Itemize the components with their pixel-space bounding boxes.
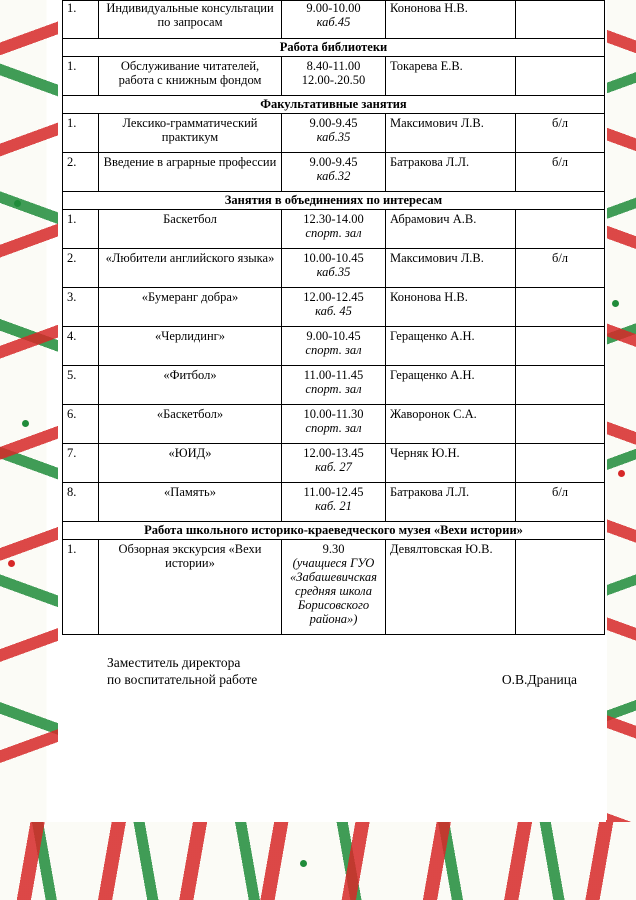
note <box>516 366 605 405</box>
time-range: 10.00-10.45 <box>303 251 364 265</box>
table-row <box>63 1 605 39</box>
signatory-name: О.В.Драница <box>501 672 577 687</box>
time-cell <box>282 153 386 192</box>
time-cell <box>282 1 386 39</box>
row-number: 2. <box>63 249 99 288</box>
place: каб. 27 <box>315 460 352 474</box>
responsible-person: Абрамович А.В. <box>386 210 516 249</box>
section-title: Занятия в объединениях по интересам <box>63 192 605 210</box>
time-cell <box>282 57 386 96</box>
ornament-dot <box>612 300 619 307</box>
time-range: 11.00-11.45 <box>303 368 364 382</box>
ornament-dot <box>618 470 625 477</box>
signature-block <box>107 654 577 688</box>
place: спорт. зал <box>305 382 362 396</box>
note <box>516 444 605 483</box>
table-row <box>63 114 605 153</box>
document-sheet <box>58 0 607 820</box>
row-number: 8. <box>63 483 99 522</box>
event-name: «Любители английского языка» <box>99 249 282 288</box>
time-cell <box>282 405 386 444</box>
row-number: 5. <box>63 366 99 405</box>
event-name: «Фитбол» <box>99 366 282 405</box>
time-range: 9.00-9.45 <box>309 116 358 130</box>
time-range: 11.00-12.45 <box>303 485 364 499</box>
row-number: 6. <box>63 405 99 444</box>
row-number: 1. <box>63 114 99 153</box>
table-row <box>63 405 605 444</box>
note: б/л <box>516 249 605 288</box>
responsible-person: Батракова Л.Л. <box>386 153 516 192</box>
section-title: Работа школьного историко-краеведческого музея «Вехи истории» <box>63 522 605 540</box>
note: б/л <box>516 114 605 153</box>
event-name: «Баскетбол» <box>99 405 282 444</box>
responsible-person: Черняк Ю.Н. <box>386 444 516 483</box>
place: каб. 21 <box>315 499 352 513</box>
event-name: Обслуживание читателей, работа с книжным фондом <box>99 57 282 96</box>
responsible-person: Жаворонок С.А. <box>386 405 516 444</box>
time-cell <box>282 444 386 483</box>
ornament-dot <box>8 560 15 567</box>
event-name: Введение в аграрные профессии <box>99 153 282 192</box>
table-row <box>63 57 605 96</box>
place: каб.45 <box>316 15 351 29</box>
time-cell <box>282 249 386 288</box>
event-name: Обзорная экскурсия «Вехи истории» <box>99 540 282 635</box>
table-row <box>63 327 605 366</box>
section-title: Работа библиотеки <box>63 39 605 57</box>
note <box>516 540 605 635</box>
row-number: 1. <box>63 210 99 249</box>
ornament-dot <box>300 860 307 867</box>
time-range: 9.00-10.00 <box>306 1 361 15</box>
time-range: 9.00-10.45 <box>306 329 361 343</box>
section-header-clubs <box>63 192 605 210</box>
note <box>516 288 605 327</box>
responsible-person: Геращенко А.Н. <box>386 327 516 366</box>
responsible-person: Максимович Л.В. <box>386 114 516 153</box>
place: спорт. зал <box>305 421 362 435</box>
note <box>516 57 605 96</box>
time-range: 10.00-11.30 <box>303 407 364 421</box>
section-header-elective <box>63 96 605 114</box>
signatory-position-line2: по воспитательной работе <box>107 672 258 687</box>
schedule-table <box>62 0 605 635</box>
border-ornament-left <box>0 0 58 900</box>
place: каб.35 <box>316 265 351 279</box>
row-number: 7. <box>63 444 99 483</box>
place: спорт. зал <box>305 226 362 240</box>
place: каб.35 <box>316 130 351 144</box>
row-number: 1. <box>63 540 99 635</box>
table-row <box>63 288 605 327</box>
time-range: 9.00-9.45 <box>309 155 358 169</box>
table-row <box>63 483 605 522</box>
table-row <box>63 444 605 483</box>
responsible-person: Геращенко А.Н. <box>386 366 516 405</box>
time-range: 9.30 <box>322 542 345 556</box>
time-range: 8.40-11.00 <box>306 59 361 73</box>
time-range: 12.00-13.45 <box>303 446 364 460</box>
row-number: 2. <box>63 153 99 192</box>
note <box>516 1 605 39</box>
note: б/л <box>516 153 605 192</box>
time-cell <box>282 288 386 327</box>
responsible-person: Токарева Е.В. <box>386 57 516 96</box>
time-range: 12.30-14.00 <box>303 212 364 226</box>
ornament-dot <box>22 420 29 427</box>
time-cell <box>282 366 386 405</box>
note <box>516 405 605 444</box>
time-cell <box>282 114 386 153</box>
ornament-dot <box>14 200 21 207</box>
responsible-person: Батракова Л.Л. <box>386 483 516 522</box>
event-name: Лексико-грамматический практикум <box>99 114 282 153</box>
row-number: 4. <box>63 327 99 366</box>
signatory-position-line1: Заместитель директора <box>107 655 241 670</box>
place: 12.00-.20.50 <box>301 73 366 87</box>
note: б/л <box>516 483 605 522</box>
event-name: Баскетбол <box>99 210 282 249</box>
place: (учащиеся ГУО «Забашевичская средняя школа Борисовского района») <box>290 556 377 626</box>
note <box>516 210 605 249</box>
row-number: 1. <box>63 1 99 39</box>
responsible-person: Кононова Н.В. <box>386 288 516 327</box>
border-ornament-bottom <box>0 822 636 900</box>
note <box>516 327 605 366</box>
time-cell <box>282 483 386 522</box>
border-ornament-right <box>606 0 636 900</box>
place: спорт. зал <box>305 343 362 357</box>
responsible-person: Кононова Н.В. <box>386 1 516 39</box>
event-name: Индивидуальные консультации по запросам <box>99 1 282 39</box>
time-range: 12.00-12.45 <box>303 290 364 304</box>
place: каб.32 <box>316 169 351 183</box>
table-row <box>63 153 605 192</box>
time-cell <box>282 540 386 635</box>
event-name: «Память» <box>99 483 282 522</box>
row-number: 3. <box>63 288 99 327</box>
table-row <box>63 210 605 249</box>
place: каб. 45 <box>315 304 352 318</box>
table-row <box>63 249 605 288</box>
time-cell <box>282 210 386 249</box>
event-name: «Бумеранг добра» <box>99 288 282 327</box>
event-name: «Черлидинг» <box>99 327 282 366</box>
table-row <box>63 540 605 635</box>
section-title: Факультативные занятия <box>63 96 605 114</box>
section-header-museum <box>63 522 605 540</box>
row-number: 1. <box>63 57 99 96</box>
section-header-library <box>63 39 605 57</box>
time-cell <box>282 327 386 366</box>
responsible-person: Девялтовская Ю.В. <box>386 540 516 635</box>
event-name: «ЮИД» <box>99 444 282 483</box>
table-row <box>63 366 605 405</box>
responsible-person: Максимович Л.В. <box>386 249 516 288</box>
